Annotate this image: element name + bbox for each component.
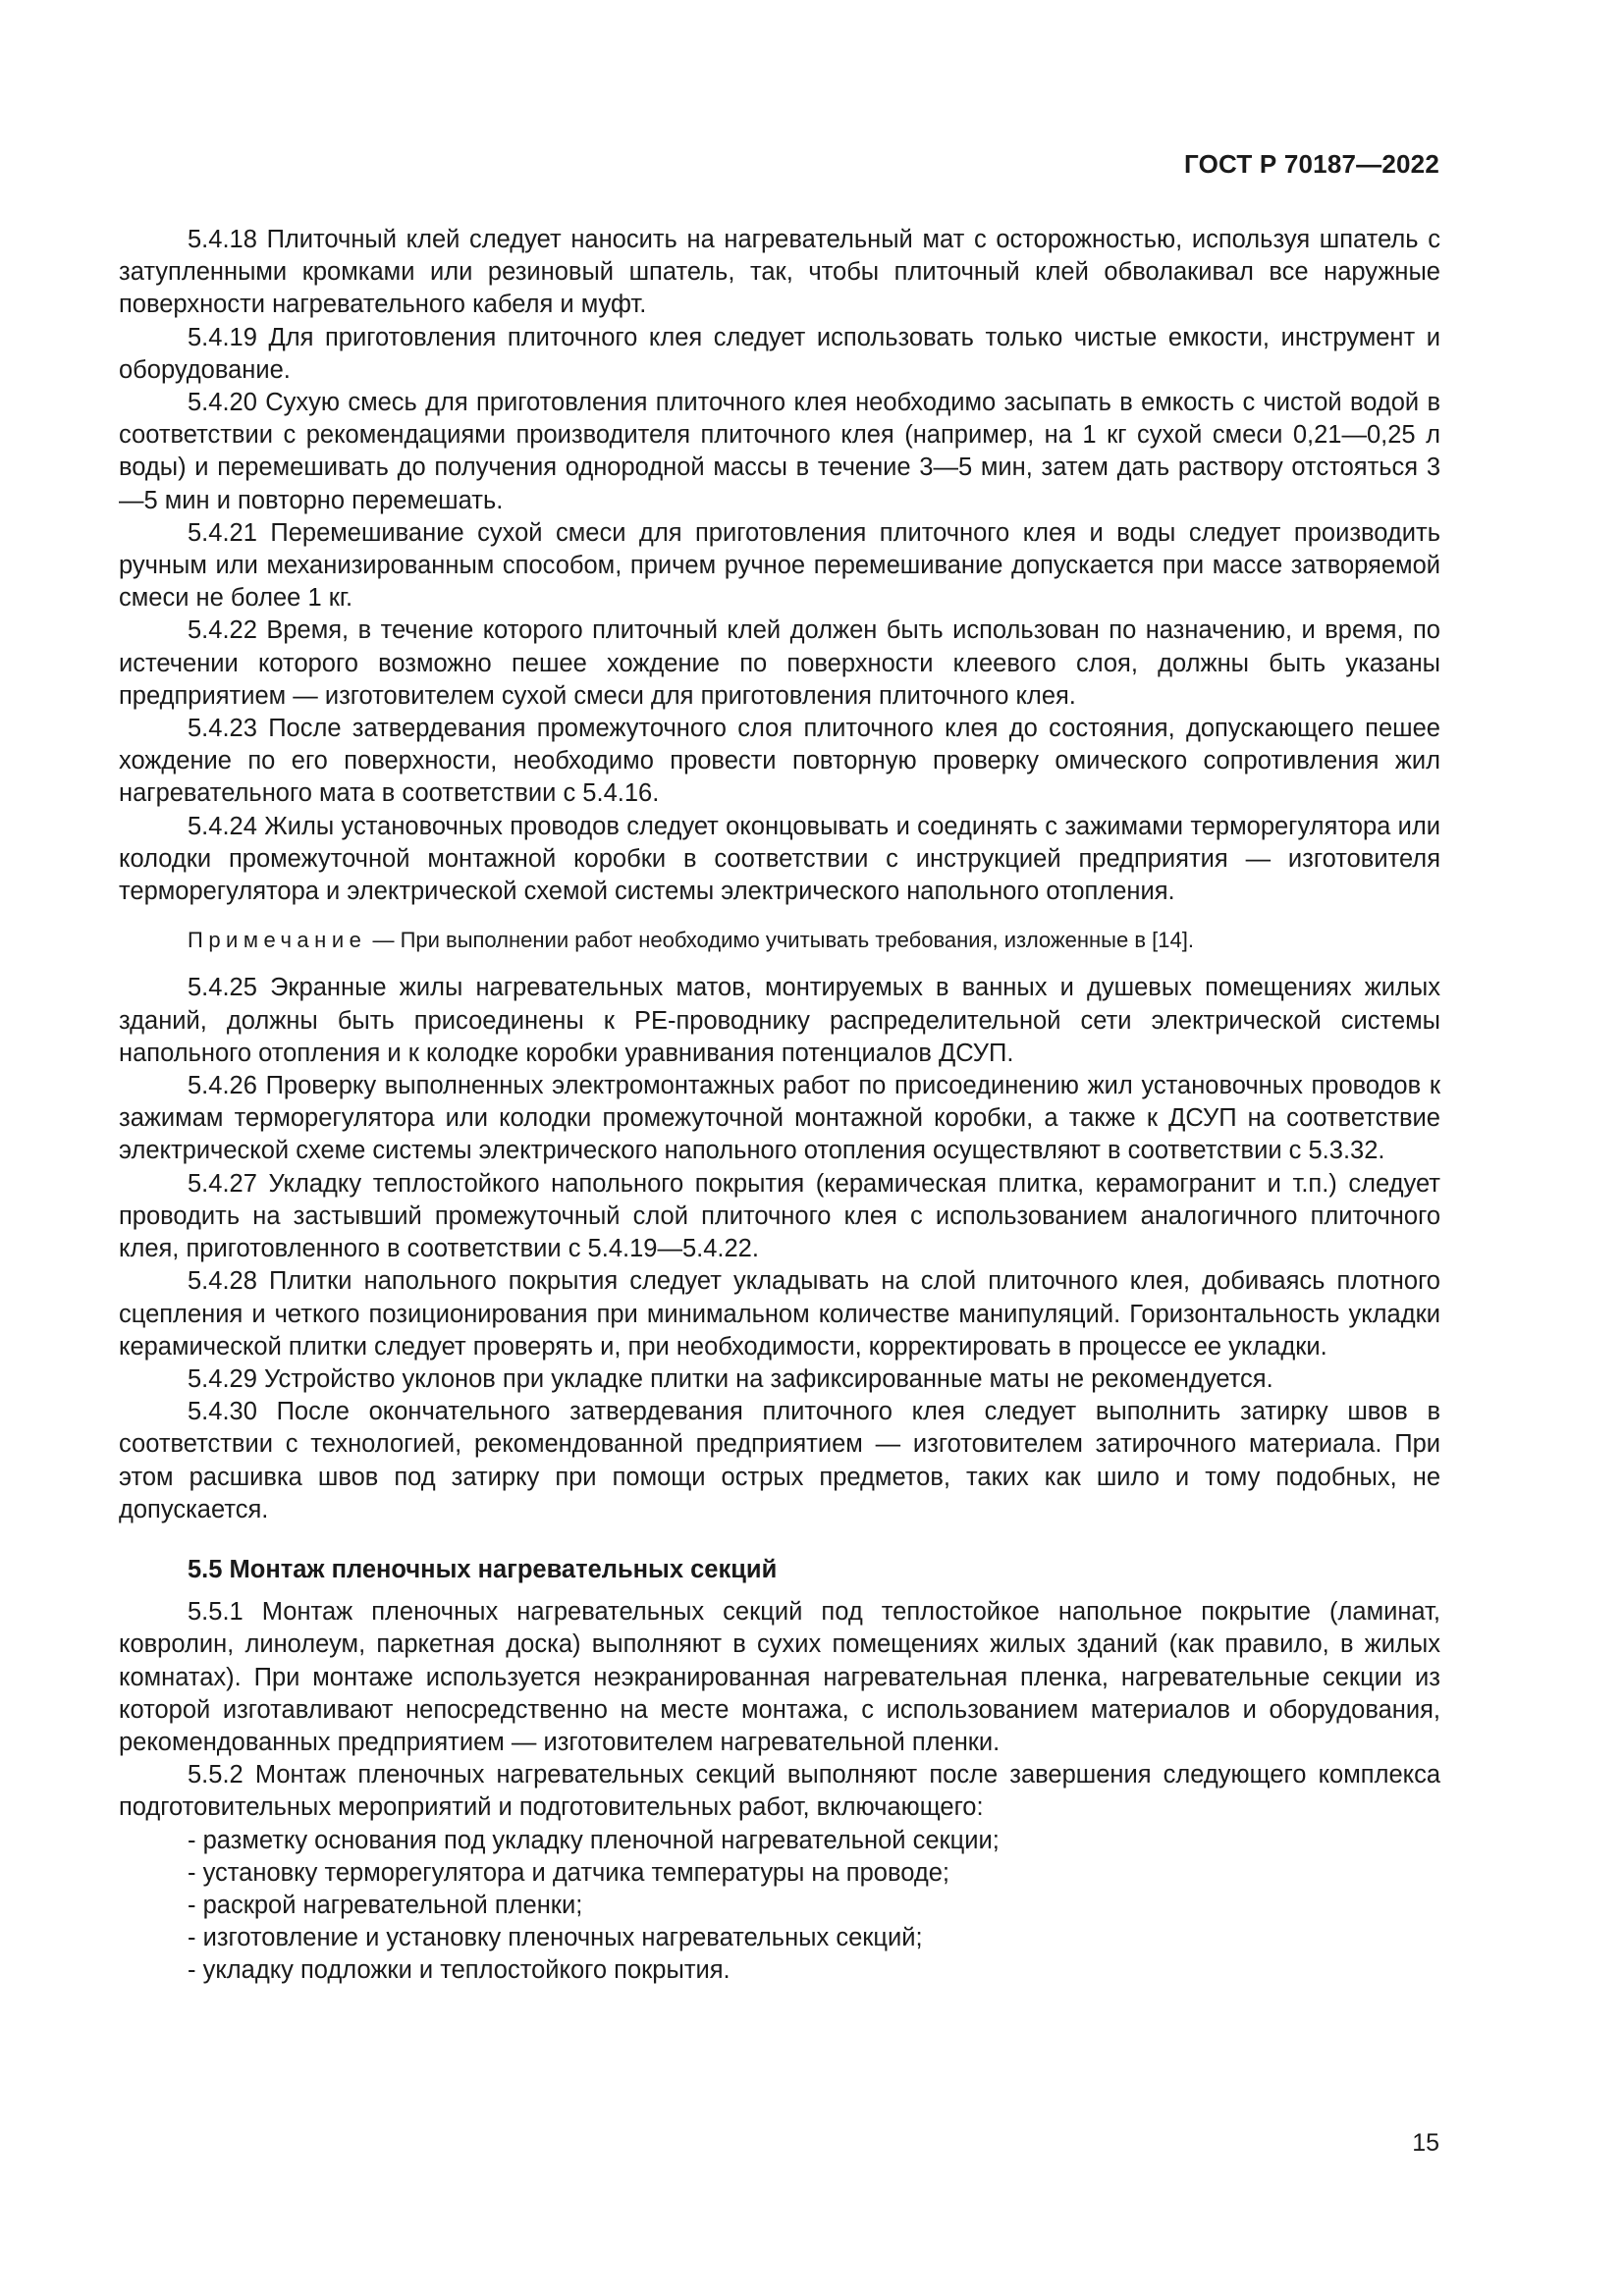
note-text: — При выполнении работ необходимо учитывать требования, изложенные в [14]. [366, 928, 1194, 953]
paragraph-5-4-21: 5.4.21 Перемешивание сухой смеси для приготовления плиточного клея и воды следует производить ручным или механизированным способом, причем ручное перемешивание допускается при массе затворяемой смеси не более 1 кг. [119, 518, 1440, 613]
document-id: ГОСТ Р 70187—2022 [1184, 149, 1439, 179]
section-heading: 5.5 Монтаж пленочных нагревательных секций [188, 1555, 778, 1583]
paragraph-5-4-25: 5.4.25 Экранные жилы нагревательных матов, монтируемых в ванных и душевых помещениях жилых зданий, должны быть присоединены к PE-проводнику распределительной сети электрической системы напольного отопления и к колодке коробки уравнивания потенциалов ДСУП. [119, 974, 1440, 1067]
paragraph-5-4-18: 5.4.18 Плиточный клей следует наносить на нагревательный мат с осторожностью, используя шпатель с затупленными кромками или резиновый шпатель, так, чтобы плиточный клей обволакивал все наружные поверхности нагревательного кабеля и муфт. [119, 226, 1440, 319]
paragraph-5-4-23: 5.4.23 После затвердевания промежуточного слоя плиточного клея до состояния, допускающего пешее хождение по его поверхности, необходимо провести повторную проверку омического сопротивления жил нагревательного мата в соответствии с 5.4.16. [119, 715, 1440, 808]
paragraph-5-4-27: 5.4.27 Укладку теплостойкого напольного покрытия (керамическая плитка, керамогранит и т.п.) следует проводить на застывший промежуточный слой плиточного клея с использованием аналогичного плиточного клея, приготовленного в соответствии с 5.4.19—5.4.22. [119, 1169, 1440, 1263]
paragraph-5-4-19: 5.4.19 Для приготовления плиточного клея следует использовать только чистые емкости, инструмент и оборудование. [119, 323, 1440, 384]
paragraph-5-4-29: 5.4.29 Устройство уклонов при укладке плитки на зафиксированные маты не рекомендуется. [188, 1364, 1273, 1393]
paragraph-5-4-24: 5.4.24 Жилы установочных проводов следует оконцовывать и соединять с зажимами терморегулятора или колодки промежуточной монтажной коробки в соответствии с инструкцией предприятия — изготовителя терморегулятора и электрической схемой системы электрического напольного отопления. [119, 812, 1440, 906]
note [119, 924, 1440, 956]
paragraph-5-5-1: 5.5.1 Монтаж пленочных нагревательных секций под теплостойкое напольное покрытие (ламинат, ковролин, линолеум, паркетная доска) выполняют в сухих помещениях жилых зданий (как правило, в жилых комнатах). При монтаже используется неэкранированная нагревательная пленка, нагревательные секции из которой изготавливают непосредственно на месте монтажа, с использованием материалов и оборудования, рекомендованных предприятием — изготовителем нагревательной пленки. [119, 1598, 1440, 1756]
paragraph-5-4-28: 5.4.28 Плитки напольного покрытия следует укладывать на слой плиточного клея, добиваясь плотного сцепления и четкого позиционирования при минимальном количестве манипуляций. Горизонтальность укладки керамической плитки следует проверять и, при необходимости, корректировать в процессе ее укладки. [119, 1267, 1440, 1361]
paragraph-5-4-22: 5.4.22 Время, в течение которого плиточный клей должен быть использован по назначению, и время, по истечении которого возможно пешее хождение по поверхности клеевого слоя, должны быть указаны предприятием — изготовителем сухой смеси для приготовления плиточного клея. [119, 616, 1440, 710]
list-item: - установку терморегулятора и датчика температуры на проводе; [188, 1858, 949, 1887]
list-item: - разметку основания под укладку пленочной нагревательной секции; [188, 1826, 1000, 1854]
paragraph-5-4-30: 5.4.30 После окончательного затвердевания плиточного клея следует выполнить затирку швов в соответствии с технологией, рекомендованной предприятием — изготовителем затирочного материала. При этом расшивка швов под затирку при помощи острых предметов, таких как шило и тому подобных, не допускается. [119, 1398, 1440, 1523]
paragraph-5-4-20: 5.4.20 Сухую смесь для приготовления плиточного клея необходимо засыпать в емкость с чистой водой в соответствии с рекомендациями производителя плиточного клея (например, на 1 кг сухой смеси 0,21—0,25 л воды) и перемешивать до получения однородной массы в течение 3—5 мин, затем дать раствору отстояться 3—5 мин и повторно перемешать. [119, 389, 1440, 514]
page-content [119, 224, 1440, 1988]
paragraph-5-4-26: 5.4.26 Проверку выполненных электромонтажных работ по присоединению жил установочных проводов к зажимам терморегулятора или колодки промежуточной монтажной коробки, а также к ДСУП на соответствие электрической схеме системы электрического напольного отопления осуществляют в соответствии с 5.3.32. [119, 1072, 1440, 1165]
page-number: 15 [1412, 2129, 1439, 2157]
list-item: - укладку подложки и теплостойкого покрытия. [188, 1956, 731, 1985]
paragraph-5-5-2: 5.5.2 Монтаж пленочных нагревательных секций выполняют после завершения следующего комплекса подготовительных мероприятий и подготовительных работ, включающего: [119, 1761, 1440, 1822]
list-item: - изготовление и установку пленочных нагревательных секций; [188, 1924, 923, 1952]
list-item: - раскрой нагревательной пленки; [188, 1891, 583, 1919]
note-label: Примечание [188, 928, 367, 953]
preparation-list [119, 1825, 1440, 1988]
